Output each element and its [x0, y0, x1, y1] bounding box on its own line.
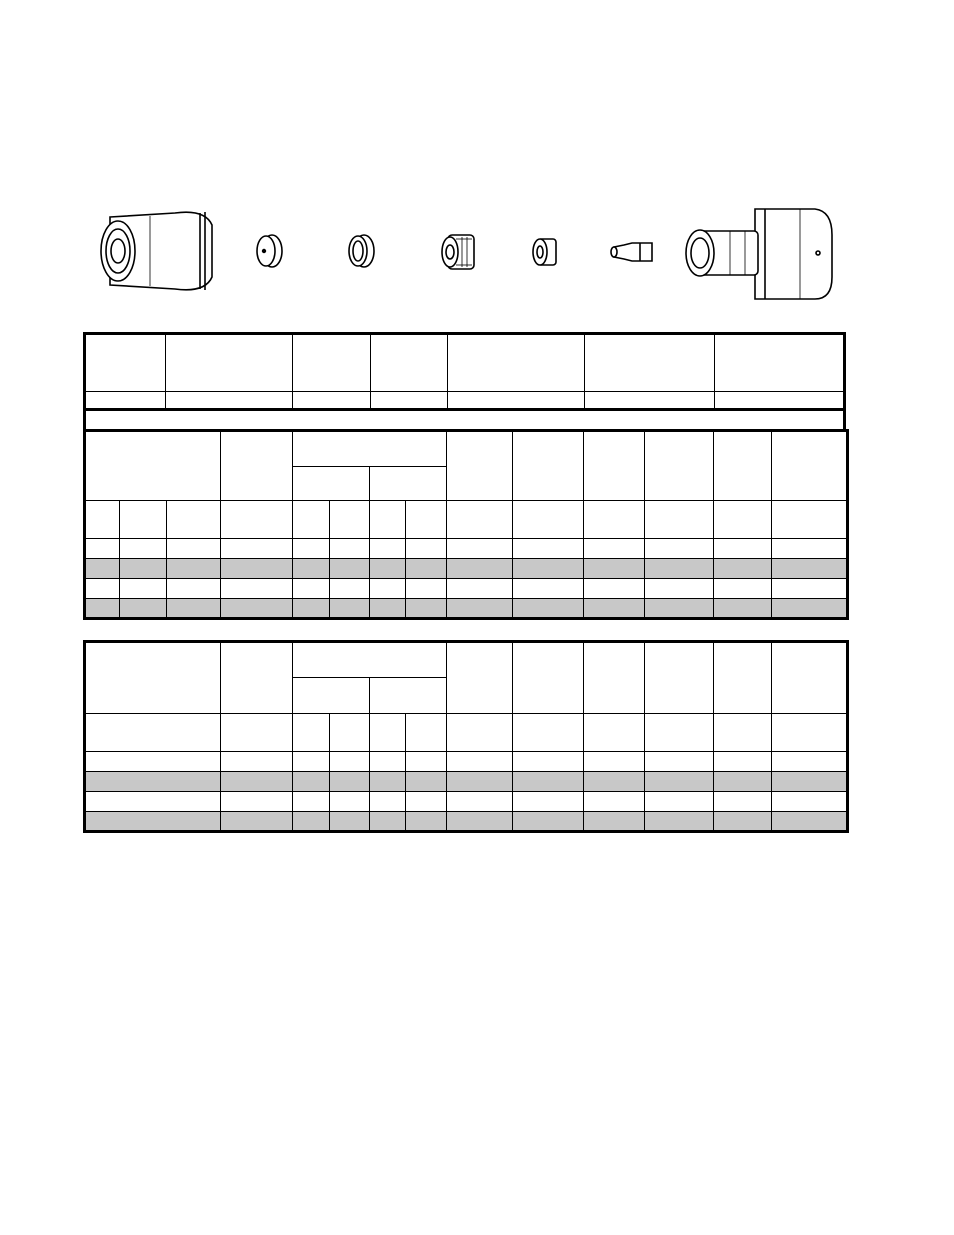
- header-cell: [293, 501, 330, 539]
- table-cell: [448, 392, 585, 410]
- table-cell: [513, 772, 584, 792]
- table-cell: [85, 772, 221, 792]
- header-cell: [772, 714, 848, 752]
- table-cell: [221, 792, 293, 812]
- table-cell: [293, 812, 330, 832]
- table-row: [85, 579, 848, 599]
- electrode-icon: [611, 243, 652, 261]
- table-cell: [447, 752, 513, 772]
- table-cell: [714, 752, 772, 772]
- table-cell: [714, 812, 772, 832]
- consumables-exploded-view: [0, 195, 954, 315]
- table-cell: [714, 772, 772, 792]
- table-row: [85, 599, 848, 619]
- table-cell: [85, 579, 120, 599]
- header-cell: [447, 714, 513, 752]
- table-cell: [293, 579, 330, 599]
- table-cell: [293, 792, 330, 812]
- table-unit-row: [85, 714, 848, 752]
- table-cell: [714, 539, 772, 559]
- header-cell: [584, 642, 645, 714]
- table-cell: [167, 579, 221, 599]
- table-cell: [85, 752, 221, 772]
- table-cell: [645, 559, 714, 579]
- table-cell: [85, 599, 120, 619]
- header-cell: [772, 501, 848, 539]
- table-cell: [584, 752, 645, 772]
- table-cell: [406, 599, 447, 619]
- table-cell: [772, 752, 848, 772]
- header-cell: [221, 431, 293, 501]
- table-cell: [370, 792, 406, 812]
- table-cell: [292, 392, 370, 410]
- table-cell: [166, 334, 292, 392]
- header-cell: [447, 501, 513, 539]
- table-cell: [371, 392, 448, 410]
- table-cell: [447, 812, 513, 832]
- table-row: [85, 539, 848, 559]
- nozzle-icon: [533, 239, 556, 265]
- table-cell: [513, 559, 584, 579]
- table-cell: [293, 599, 330, 619]
- table-cell: [370, 752, 406, 772]
- table-cell: [330, 812, 370, 832]
- table-cell: [772, 812, 848, 832]
- cut-chart-table: [83, 429, 849, 620]
- table-cell: [447, 539, 513, 559]
- table-cell: [448, 334, 585, 392]
- header-cell: [370, 501, 406, 539]
- header-cell: [370, 714, 406, 752]
- header-cell: [221, 714, 293, 752]
- table-cell: [714, 792, 772, 812]
- table-cell: [167, 559, 221, 579]
- shield-icon: [101, 212, 212, 290]
- table-cell: [330, 599, 370, 619]
- table-cell: [85, 792, 221, 812]
- header-cell: [714, 501, 772, 539]
- table-cell: [584, 792, 645, 812]
- table-cell: [292, 334, 370, 392]
- header-cell: [330, 714, 370, 752]
- table-cell: [447, 772, 513, 792]
- table-cell: [406, 772, 447, 792]
- table-cell: [221, 812, 293, 832]
- table-cell: [513, 792, 584, 812]
- table-cell: [772, 599, 848, 619]
- table-row: [85, 752, 848, 772]
- table-row: [85, 772, 848, 792]
- header-cell: [447, 642, 513, 714]
- header-cell: [714, 642, 772, 714]
- table-cell: [330, 772, 370, 792]
- header-cell: [85, 501, 120, 539]
- table-cell: [406, 559, 447, 579]
- table-cell: [645, 539, 714, 559]
- table-cell: [370, 579, 406, 599]
- table-cell: [293, 539, 330, 559]
- header-cell: [513, 431, 584, 501]
- table-cell: [120, 559, 167, 579]
- table-cell: [513, 539, 584, 559]
- table-unit-row: [85, 501, 848, 539]
- table-cell: [330, 559, 370, 579]
- header-cell: [406, 501, 447, 539]
- table-cell: [772, 539, 848, 559]
- header-cell: [645, 714, 714, 752]
- table-cell: [447, 792, 513, 812]
- header-cell: [645, 642, 714, 714]
- table-cell: [584, 599, 645, 619]
- table-cell: [167, 599, 221, 619]
- consumables-table: [83, 332, 846, 411]
- header-cell: [293, 467, 370, 501]
- header-cell: [85, 642, 221, 714]
- table-cell: [645, 579, 714, 599]
- header-cell: [120, 501, 167, 539]
- header-cell: [513, 714, 584, 752]
- table-cell: [293, 752, 330, 772]
- table-row: [85, 812, 848, 832]
- header-cell: [513, 501, 584, 539]
- swirl-ring-icon: [442, 235, 474, 269]
- table-cell: [85, 559, 120, 579]
- header-cell: [370, 678, 447, 714]
- header-cell: [293, 431, 447, 467]
- table-cell: [167, 539, 221, 559]
- header-cell: [167, 501, 221, 539]
- table-cell: [120, 579, 167, 599]
- table-cell: [645, 772, 714, 792]
- header-cell: [772, 431, 848, 501]
- table-row: [85, 334, 845, 392]
- table-cell: [772, 792, 848, 812]
- table-row: [85, 559, 848, 579]
- table-cell: [370, 599, 406, 619]
- header-cell: [645, 501, 714, 539]
- header-cell: [584, 431, 645, 501]
- table-cell: [714, 599, 772, 619]
- header-cell: [221, 642, 293, 714]
- table-cell: [714, 559, 772, 579]
- header-cell: [513, 642, 584, 714]
- table-cell: [584, 539, 645, 559]
- table-row: [85, 792, 848, 812]
- header-cell: [584, 714, 645, 752]
- table-cell: [85, 812, 221, 832]
- table-cell: [370, 539, 406, 559]
- table-cell: [221, 539, 293, 559]
- torch-head-icon: [686, 209, 832, 299]
- table-cell: [584, 392, 715, 410]
- table-cell: [330, 792, 370, 812]
- table-cell: [513, 599, 584, 619]
- table-cell: [584, 772, 645, 792]
- table-cell: [447, 579, 513, 599]
- table-cell: [584, 334, 715, 392]
- retaining-cap-icon: [349, 235, 374, 267]
- table-cell: [221, 579, 293, 599]
- table-cell: [293, 559, 330, 579]
- header-cell: [714, 714, 772, 752]
- table-cell: [370, 812, 406, 832]
- header-cell: [293, 678, 370, 714]
- table-cell: [513, 579, 584, 599]
- table-cell: [330, 539, 370, 559]
- section-title-bar: [83, 409, 846, 429]
- table-cell: [120, 539, 167, 559]
- table-cell: [330, 579, 370, 599]
- table-cell: [406, 579, 447, 599]
- table-cell: [120, 599, 167, 619]
- header-cell: [293, 714, 330, 752]
- table-cell: [715, 392, 845, 410]
- table-cell: [221, 772, 293, 792]
- table-cell: [371, 334, 448, 392]
- table-cell: [370, 559, 406, 579]
- table-cell: [447, 559, 513, 579]
- table-header-row: [85, 642, 848, 678]
- table-cell: [221, 559, 293, 579]
- header-cell: [714, 431, 772, 501]
- table-cell: [221, 599, 293, 619]
- table-cell: [645, 812, 714, 832]
- table-cell: [293, 772, 330, 792]
- table-cell: [513, 752, 584, 772]
- table-cell: [85, 334, 166, 392]
- table-cell: [85, 539, 120, 559]
- table-cell: [406, 752, 447, 772]
- table-cell: [330, 752, 370, 772]
- table-cell: [715, 334, 845, 392]
- table-cell: [772, 579, 848, 599]
- header-cell: [645, 431, 714, 501]
- table-cell: [645, 792, 714, 812]
- header-cell: [293, 642, 447, 678]
- table-cell: [166, 392, 292, 410]
- table-cell: [772, 559, 848, 579]
- header-cell: [406, 714, 447, 752]
- table-cell: [645, 599, 714, 619]
- table-cell: [85, 392, 166, 410]
- header-cell: [584, 501, 645, 539]
- header-cell: [85, 714, 221, 752]
- table-cell: [406, 539, 447, 559]
- table-header-row: [85, 431, 848, 467]
- header-cell: [447, 431, 513, 501]
- header-cell: [330, 501, 370, 539]
- cut-chart-table: [83, 640, 849, 833]
- table-cell: [370, 772, 406, 792]
- table-cell: [406, 792, 447, 812]
- shield-cap-icon: [257, 235, 282, 267]
- table-cell: [584, 812, 645, 832]
- table-cell: [584, 559, 645, 579]
- table-cell: [645, 752, 714, 772]
- header-cell: [370, 467, 447, 501]
- header-cell: [221, 501, 293, 539]
- table-cell: [221, 752, 293, 772]
- table-row: [85, 392, 845, 410]
- table-cell: [513, 812, 584, 832]
- header-cell: [85, 431, 221, 501]
- table-cell: [406, 812, 447, 832]
- table-cell: [584, 579, 645, 599]
- table-cell: [772, 772, 848, 792]
- table-cell: [447, 599, 513, 619]
- header-cell: [772, 642, 848, 714]
- table-cell: [714, 579, 772, 599]
